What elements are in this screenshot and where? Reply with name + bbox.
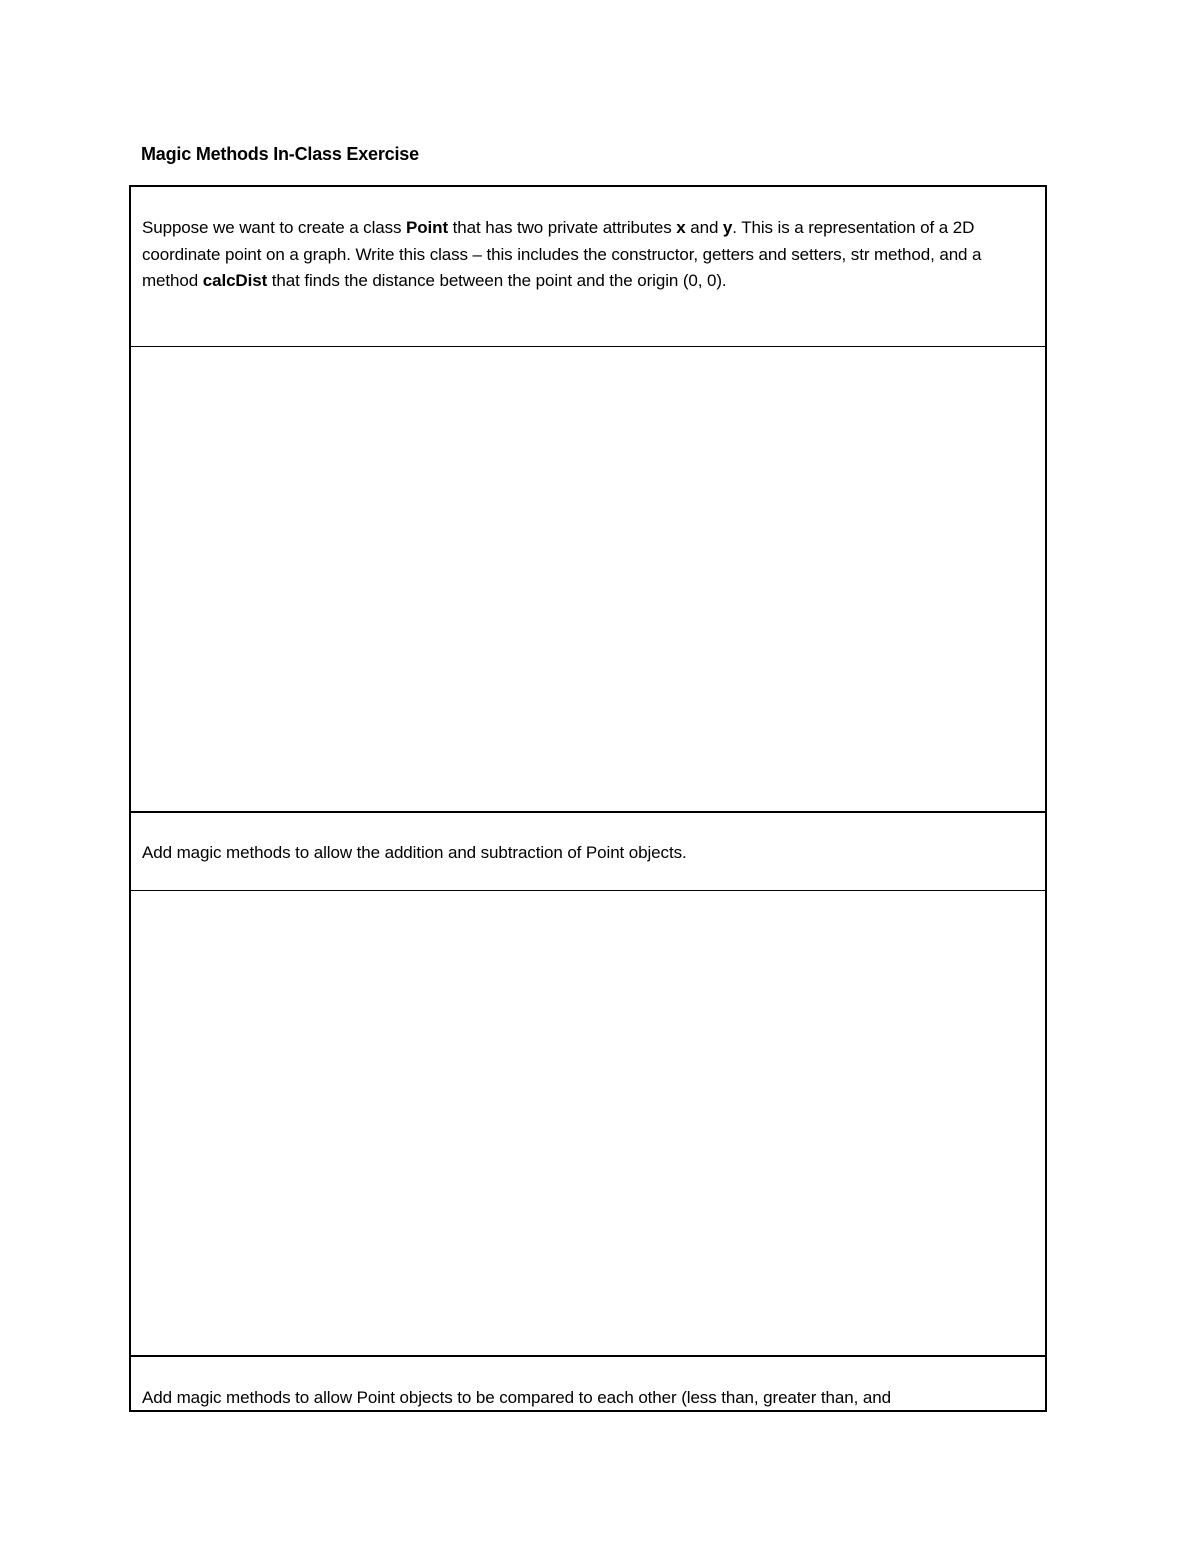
- q1-text-part-2: that has two private attributes: [448, 218, 677, 237]
- q1-text-part-4: . This is a representation of a 2D coordinate point on a graph. Write this class – this includes the constructor, getters and setters, str method, and a method: [142, 218, 982, 290]
- q1-attribute-x: x: [676, 218, 686, 237]
- q1-attribute-y: y: [722, 218, 733, 237]
- q1-text-part-3: and: [685, 218, 723, 237]
- question-1-answer-area[interactable]: [131, 347, 1045, 813]
- question-1-text: [142, 215, 1027, 295]
- question-3-text: Add magic methods to allow Point objects to be compared to each other (less than, greater than, and: [142, 1388, 891, 1407]
- q1-class-name: Point: [406, 218, 449, 237]
- question-3-prompt-cell: [131, 1357, 1045, 1412]
- question-2-prompt-cell: [131, 813, 1045, 891]
- q1-method-name: calcDist: [202, 271, 268, 290]
- q1-text-part-5: that finds the distance between the point and the origin (0, 0).: [267, 271, 727, 290]
- question-1-prompt-cell: [131, 187, 1045, 347]
- question-2-text: Add magic methods to allow the addition and subtraction of Point objects.: [142, 843, 687, 862]
- question-2-answer-area[interactable]: [131, 891, 1045, 1357]
- q1-text-part-1: Suppose we want to create a class: [142, 218, 407, 237]
- page-title: Magic Methods In-Class Exercise: [141, 144, 419, 164]
- exercise-table: [129, 185, 1047, 1412]
